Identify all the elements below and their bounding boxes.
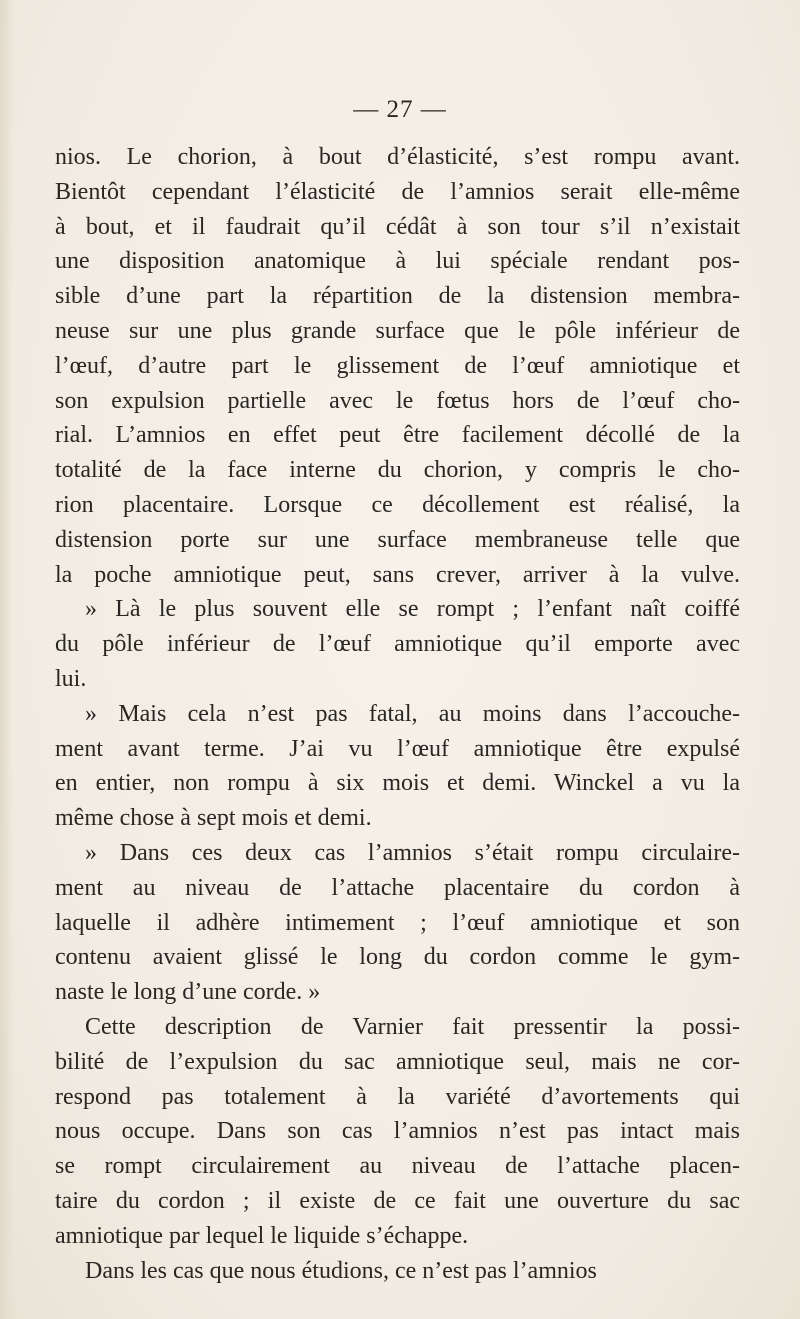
text-line: amniotique par lequel le liquide s’échappe. [55, 1222, 469, 1249]
text-line: l’œuf, d’autre part le glissement de l’œuf amniotique et [55, 352, 740, 379]
text-line: du pôle inférieur de l’œuf amniotique qu’il emporte avec [55, 631, 740, 658]
text-line: en entier, non rompu à six mois et demi. Winckel a vu la [55, 770, 740, 797]
body-text [55, 140, 740, 1288]
text-line: distension porte sur une surface membraneuse telle que [55, 526, 740, 553]
text-line: Cette description de Varnier fait pressentir la possi- [85, 1013, 740, 1040]
text-line: la poche amniotique peut, sans crever, arriver à la vulve. [55, 561, 740, 588]
text-line: taire du cordon ; il existe de ce fait une ouverture du sac [55, 1187, 740, 1214]
text-line: une disposition anatomique à lui spéciale rendant pos- [55, 248, 740, 275]
text-line: naste le long d’une corde. » [55, 979, 321, 1006]
text-line: Bientôt cependant l’élasticité de l’amnios serait elle-même [55, 178, 740, 205]
text-line: rion placentaire. Lorsque ce décollement est réalisé, la [55, 491, 740, 518]
text-line: respond pas totalement à la variété d’avortements qui [55, 1083, 740, 1110]
text-line: lui. [55, 665, 87, 692]
page-number: — 27 — [353, 96, 447, 123]
text-line: Dans les cas que nous étudions, ce n’est pas l’amnios [85, 1257, 597, 1284]
text-line: rial. L’amnios en effet peut être facilement décollé de la [55, 422, 740, 449]
text-line: même chose à sept mois et demi. [55, 805, 372, 832]
text-line: à bout, et il faudrait qu’il cédât à son tour s’il n’existait [55, 213, 740, 240]
text-line: son expulsion partielle avec le fœtus hors de l’œuf cho- [55, 387, 740, 414]
text-line: » Mais cela n’est pas fatal, au moins dans l’accouche- [85, 700, 740, 727]
text-line: contenu avaient glissé le long du cordon comme le gym- [55, 944, 740, 971]
text-line: neuse sur une plus grande surface que le pôle inférieur de [55, 317, 740, 344]
text-line: bilité de l’expulsion du sac amniotique seul, mais ne cor- [55, 1048, 740, 1075]
page-edge-shadow [0, 0, 14, 1319]
text-line: ment au niveau de l’attache placentaire du cordon à [55, 874, 740, 901]
text-line: totalité de la face interne du chorion, y compris le cho- [55, 457, 740, 484]
text-line: sible d’une part la répartition de la distension membra- [55, 283, 740, 310]
text-line: laquelle il adhère intimement ; l’œuf amniotique et son [55, 909, 740, 936]
text-line: nios. Le chorion, à bout d’élasticité, s’est rompu avant. [55, 144, 740, 170]
text-line: nous occupe. Dans son cas l’amnios n’est pas intact mais [55, 1118, 740, 1145]
text-line: » Là le plus souvent elle se rompt ; l’enfant naît coiffé [85, 596, 740, 623]
text-line: se rompt circulairement au niveau de l’attache placen- [55, 1153, 740, 1180]
text-line: ment avant terme. J’ai vu l’œuf amniotique être expulsé [55, 735, 740, 762]
text-line: » Dans ces deux cas l’amnios s’était rompu circulaire- [85, 839, 740, 866]
